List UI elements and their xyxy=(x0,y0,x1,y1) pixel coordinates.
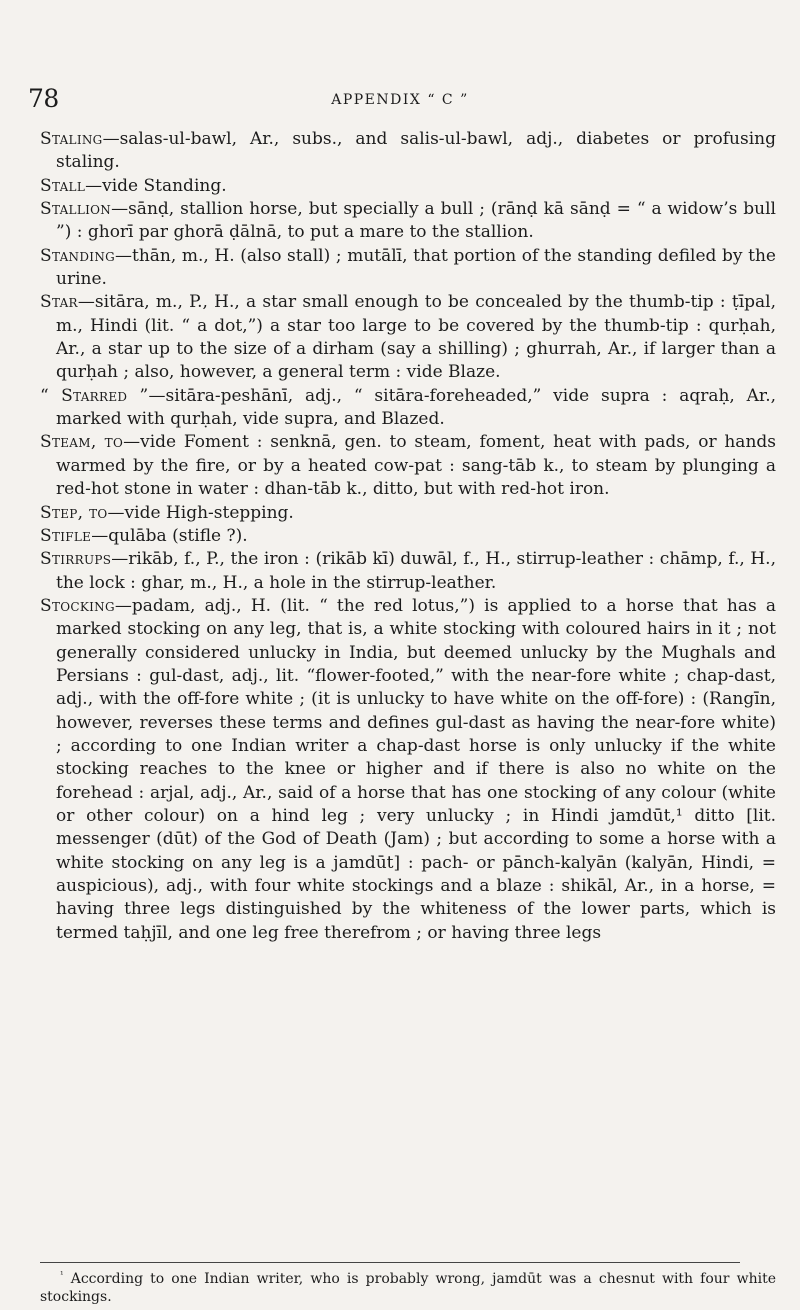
entry xyxy=(40,175,776,198)
entry xyxy=(40,385,776,432)
entry xyxy=(40,525,776,548)
entry xyxy=(40,245,776,292)
entry-headword: Standing xyxy=(40,245,116,266)
entry-headword: Staling xyxy=(40,129,103,149)
entry xyxy=(40,502,776,525)
entry-definition: —rikāb, f., P., the iron : (rikāb kī) duwāl, f., H., stirrup-leather : chāmp, f., H., the lock : ghar, m., H., a hole in the stirrup-leather. xyxy=(56,549,776,593)
entry-definition: —padam, adj., H. (lit. “ the red lotus,”) is applied to a horse that has a marked stocking on any leg, that is, a white stocking with coloured hairs in it ; not generally considered unlucky in India, but deemed unlucky by the Mughals and Persians : gul-dast, adj., lit. “flower-footed,” with the near-fore white ; chap-dast, adj., with the off-fore white ; (it is unlucky to have white on the off-fore) : (Rangīn, however, reverses these terms and defines gul-dast as having the near-fore white) ; according to one Indian writer a chap-dast horse is only unlucky if the white stocking reaches to the knee or higher and if there is also no white on the forehead : arjal, adj., Ar., said of a horse that has one stocking of any colour (white or other colour) on a hind leg ; very unlucky ; in Hindi jamdūt,¹ ditto [lit. messenger (dūt) of the God of Death (Jam) ; but according to some a horse with a white stocking on any leg is a jamdūt] : pach- or pānch-kalyān (kalyān, Hindi, = auspicious), adj., with four white stockings and a blaze : shikāl, Ar., in a horse, = having three legs distinguished by the whiteness of the lower parts, which is termed taḥjīl, and one leg free therefrom ; or having three legs xyxy=(56,595,776,943)
entry-definition: —thān, m., H. (also stall) ; mutālī, that portion of the standing defiled by the urine. xyxy=(56,245,776,290)
entry-definition: —sitāra-peshānī, adj., “ sitāra-foreheaded,” vide supra : aqraḥ, Ar., marked with qurḥah, vide supra, and Blazed. xyxy=(56,385,777,430)
footnote-text: According to one Indian writer, who is probably wrong, jamdūt was a chesnut with four white stockings. xyxy=(40,1271,776,1305)
running-head: APPENDIX “ C ” xyxy=(331,92,469,108)
entry-headword: Stirrups xyxy=(40,549,112,570)
entry xyxy=(40,128,776,175)
entry-definition: —vide High-stepping. xyxy=(107,502,294,523)
entry-definition: —sānḍ, stallion horse, but specially a bull ; (rānḍ kā sānḍ = “ a widow’s bull ”) : ghorī par ghorā ḍālnā, to put a mare to the stallion. xyxy=(56,199,776,243)
entry xyxy=(40,291,776,384)
entry-definition: —qulāba (stifle ?). xyxy=(91,525,248,546)
footnote-marker: ¹ xyxy=(60,1270,64,1281)
footnote-divider xyxy=(40,1262,740,1263)
entry-headword: Step, to xyxy=(40,502,108,523)
entry-headword: Stifle xyxy=(40,525,92,546)
page-number: 78 xyxy=(28,84,59,113)
entry-headword: Stocking xyxy=(40,595,115,616)
footnote xyxy=(40,1270,776,1306)
entry-headword: “ Starred ” xyxy=(40,385,149,406)
entry-definition: —vide Standing. xyxy=(85,175,227,196)
glossary-entries xyxy=(40,128,776,945)
entry-headword: Steam, to xyxy=(40,432,124,453)
entry-definition: —sitāra, m., P., H., a star small enough to be concealed by the thumb-tip : ṭīpal, m., Hindi (lit. “ a dot,”) a star too large to be covered by the thumb-tip : qurḥah, Ar., a star up to the size of a dirham (say a shilling) ; ghurrah, Ar., if larger than a qurḥah ; also, however, a general term : vide Blaze. xyxy=(56,292,776,383)
entry xyxy=(40,548,776,595)
entry xyxy=(40,595,776,945)
entry-headword: Stallion xyxy=(40,199,112,220)
entry xyxy=(40,431,776,501)
entry-headword: Stall xyxy=(40,175,86,196)
entry-definition: —vide Foment : senknā, gen. to steam, foment, heat with pads, or hands warmed by the fire, or by a heated cow-pat : sang-tāb k., to steam by plunging a red-hot stone in water : dhan-tāb k., ditto, but with red-hot iron. xyxy=(56,432,776,500)
entry xyxy=(40,198,776,245)
entry-definition: —salas-ul-bawl, Ar., subs., and salis-ul-bawl, adj., diabetes or profusing staling. xyxy=(56,129,776,173)
entry-headword: Star xyxy=(40,292,78,313)
